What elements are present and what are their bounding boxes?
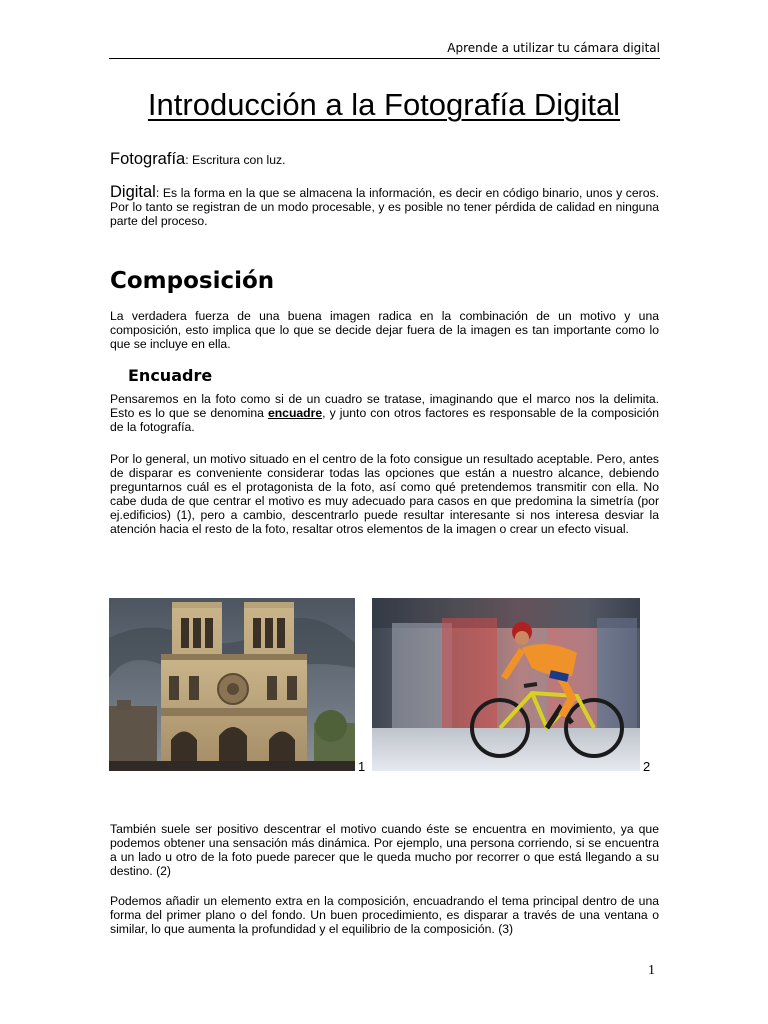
definition-text: : Es la forma en la que se almacena la información, es decir en código binario, unos y ceros. Por lo tanto se registran de un modo procesable, y es posible no tener pérdida de calidad en ninguna parte del proceso.: [110, 186, 659, 228]
figure-caption: 1: [358, 759, 366, 774]
subsection-heading: Encuadre: [128, 366, 213, 385]
emphasis-term: encuadre: [267, 406, 323, 420]
paragraph-text: Pensaremos en la foto como si de un cuadro se tratase, imaginando que el marco nos la delimita. Esto es lo que se denomina: [110, 392, 659, 420]
paragraph: Podemos añadir un elemento extra en la composición, encuadrando el tema principal dentro de una forma del primer plano o del fondo. Un buen procedimiento, es disparar a través de una ventana o similar, lo que aumenta la profundidad y el equilibrio de la composición. (3): [110, 894, 659, 936]
running-header-text: Aprende a utilizar tu cámara digital: [447, 41, 660, 55]
cyclist-photo: [372, 598, 640, 771]
document-title: [0, 86, 768, 124]
definition-digital: [110, 185, 659, 228]
definition-term: Fotografía: [110, 150, 186, 168]
figure-caption: 2: [643, 759, 651, 774]
section-heading: Composición: [110, 268, 275, 294]
definition-term: Digital: [110, 183, 156, 201]
paragraph: También suele ser positivo descentrar el motivo cuando éste se encuentra en movimiento, ya que podemos obtener una sensación más dinámica. Por ejemplo, una persona corriendo, si se encuentra a un lado u otro de la foto puede parecer que le queda mucho por recorrer o que está llegando a su destino. (2): [110, 822, 659, 878]
section-intro: La verdadera fuerza de una buena imagen radica en la combinación de un motivo y una composición, esto implica que lo que se decide dejar fuera de la imagen es tan importante como lo que se incluye en ella.: [110, 309, 659, 351]
running-header: [109, 40, 660, 59]
paragraph: Por lo general, un motivo situado en el centro de la foto consigue un resultado aceptable. Pero, antes de disparar es conveniente considerar todas las opciones que están a nuestro alcance, debiendo preguntarnos cuál es el protagonista de la foto, así como qué pretendemos transmitir con ella. No cabe duda de que centrar el motivo es muy adecuado para casos en que predomina la simetría (por ej.edificios) (1), pero a cambio, descentrarlo puede resultar interesante si nos interesa desviar la atención hacia el resto de la foto, resaltar otros elementos de la imagen o crear un efecto visual.: [110, 452, 659, 536]
definition-fotografia: [110, 152, 659, 167]
page-number: 1: [648, 963, 655, 978]
document-title-text: Introducción a la Fotografía Digital: [147, 87, 621, 122]
paragraph-text: , y junto con otros factores es responsable de la composición de la fotografía.: [110, 406, 659, 434]
cathedral-photo: [109, 598, 355, 771]
paragraph: [110, 392, 659, 434]
definition-text: : Escritura con luz.: [185, 153, 286, 167]
